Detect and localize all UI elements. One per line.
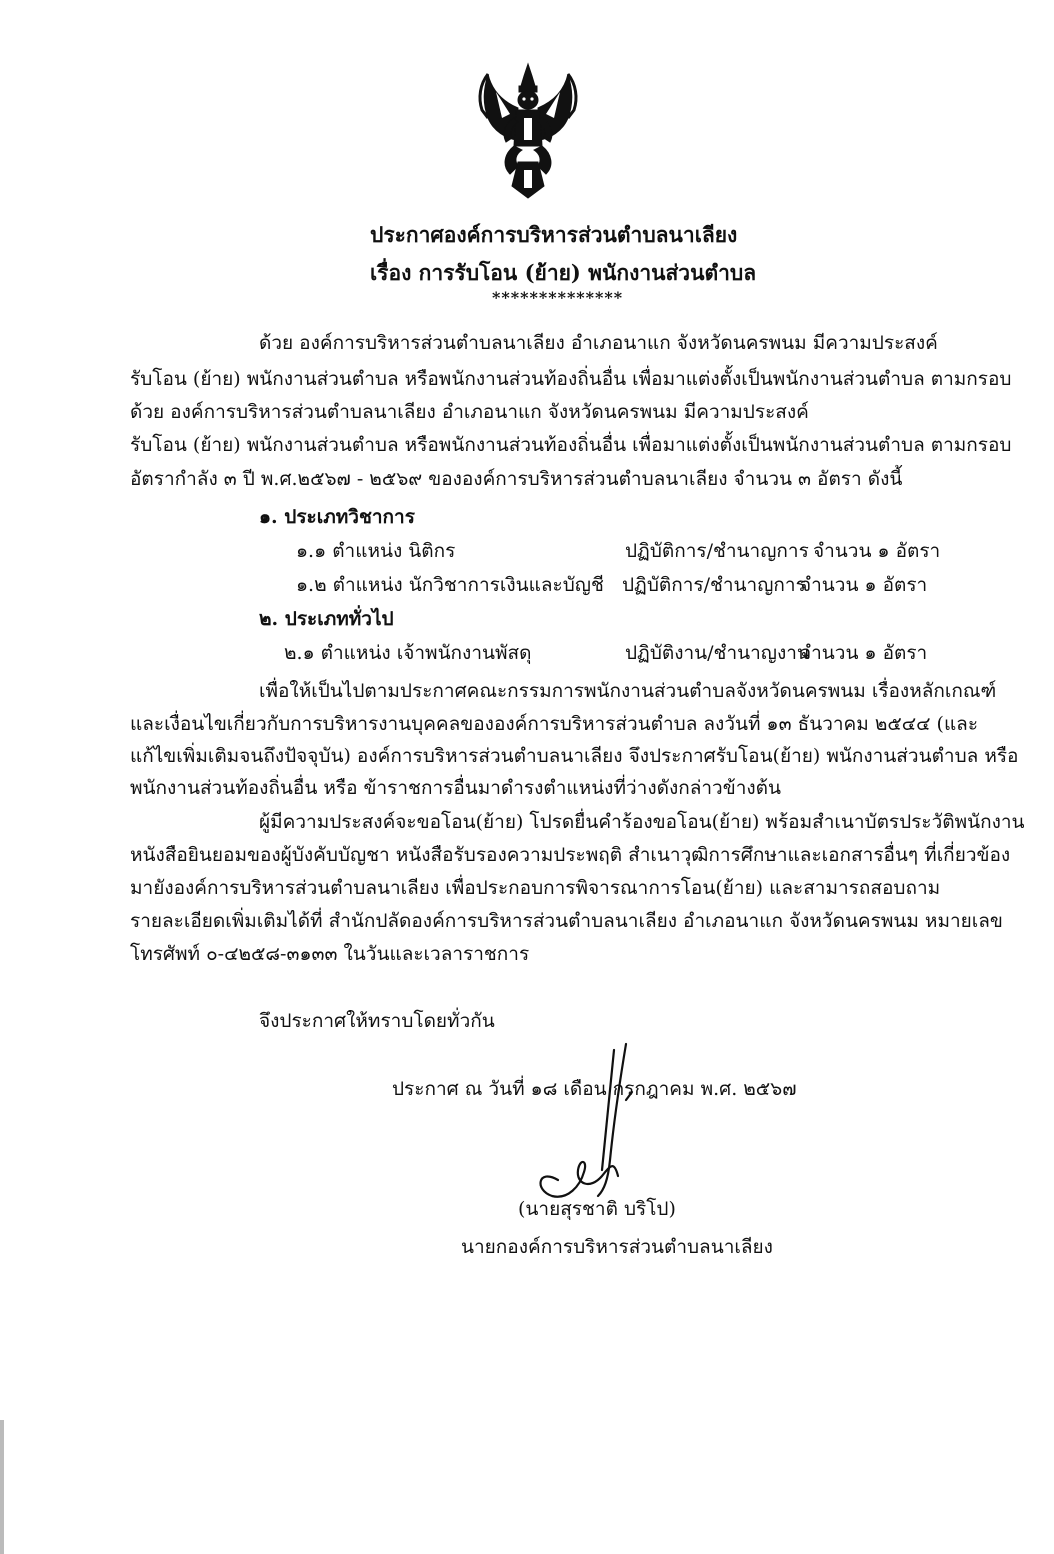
body-line: และเงื่อนไขเกี่ยวกับการบริหารงานบุคคลขององค์การบริหารส่วนตำบล ลงวันที่ ๑๓ ธันวาคม ๒๕๔๔ (และ xyxy=(130,713,979,735)
body-line: รายละเอียดเพิ่มเติมได้ที่ สำนักปลัดองค์การบริหารส่วนตำบลนาเลียง อำเภอนาแก จังหวัดนครพนม หมายเลข xyxy=(130,910,1003,932)
position-level: ปฏิบัติการ/ชำนาญการ xyxy=(622,574,806,596)
closing-line: จึงประกาศให้ทราบโดยทั่วกัน xyxy=(259,1010,495,1032)
body-line: รับโอน (ย้าย) พนักงานส่วนตำบล หรือพนักงานส่วนท้องถิ่นอื่น เพื่อมาแต่งตั้งเป็นพนักงานส่วนตำบล ตามกรอบ xyxy=(130,368,1012,390)
body-line: อัตรากำลัง ๓ ปี พ.ศ.๒๕๖๗ - ๒๕๖๙ ขององค์การบริหารส่วนตำบลนาเลียง จำนวน ๓ อัตรา ดังนี้ xyxy=(130,468,903,490)
garuda-emblem-icon xyxy=(474,62,582,202)
category-heading: ๒. ประเภททั่วไป xyxy=(259,608,394,630)
body-line: หนังสือยินยอมของผู้บังคับบัญชา หนังสือรับรองความประพฤติ สำเนาวุฒิการศึกษาและเอกสารอื่นๆ ที่เกี่ยวข้อง xyxy=(130,844,1011,866)
position-level: ปฏิบัติการ/ชำนาญการ xyxy=(625,540,809,562)
announcement-date: ประกาศ ณ วันที่ ๑๘ เดือน กรกฎาคม พ.ศ. ๒๕๖๗ xyxy=(392,1078,797,1100)
body-line: แก้ไขเพิ่มเติมจนถึงปัจจุบัน) องค์การบริหารส่วนตำบลนาเลียง จึงประกาศรับโอน(ย้าย) พนักงานส่วนตำบล หรือ xyxy=(130,745,1019,767)
body-line: โทรศัพท์ ๐-๔๒๕๘-๓๑๓๓ ในวันและเวลาราชการ xyxy=(130,943,530,965)
body-line: พนักงานส่วนท้องถิ่นอื่น หรือ ข้าราชการอื่นมาดำรงตำแหน่งที่ว่างดังกล่าวข้างต้น xyxy=(130,777,781,799)
body-line: มายังองค์การบริหารส่วนตำบลนาเลียง เพื่อประกอบการพิจารณาการโอน(ย้าย) และสามารถสอบถาม xyxy=(130,877,941,899)
body-line: ด้วย องค์การบริหารส่วนตำบลนาเลียง อำเภอนาแก จังหวัดนครพนม มีความประสงค์ xyxy=(130,401,809,423)
position-title: ๑.๒ ตำแหน่ง นักวิชาการเงินและบัญชี xyxy=(296,574,604,596)
page-subject: เรื่อง การรับโอน (ย้าย) พนักงานส่วนตำบล xyxy=(370,260,757,285)
signature-icon xyxy=(518,1040,648,1220)
position-title: ๑.๑ ตำแหน่ง นิติกร xyxy=(296,540,456,562)
signer-title: นายกองค์การบริหารส่วนตำบลนาเลียง xyxy=(461,1236,773,1258)
position-count: จำนวน ๑ อัตรา xyxy=(800,642,928,664)
position-level: ปฏิบัติงาน/ชำนาญงาน xyxy=(625,642,810,664)
body-line: ด้วย องค์การบริหารส่วนตำบลนาเลียง อำเภอนาแก จังหวัดนครพนม มีความประสงค์ xyxy=(259,332,938,354)
signer-name: (นายสุรชาติ บริโป) xyxy=(518,1198,676,1220)
body-line: รับโอน (ย้าย) พนักงานส่วนตำบล หรือพนักงานส่วนท้องถิ่นอื่น เพื่อมาแต่งตั้งเป็นพนักงานส่วนตำบล ตามกรอบ xyxy=(130,434,1012,456)
body-line: ผู้มีความประสงค์จะขอโอน(ย้าย) โปรดยื่นคำร้องขอโอน(ย้าย) พร้อมสำเนาบัตรประวัติพนักงาน xyxy=(259,811,1025,833)
position-count: จำนวน ๑ อัตรา xyxy=(813,540,941,562)
body-line: เพื่อให้เป็นไปตามประกาศคณะกรรมการพนักงานส่วนตำบลจังหวัดนครพนม เรื่องหลักเกณฑ์ xyxy=(259,680,997,702)
title-separator: ************** xyxy=(492,288,624,307)
position-title: ๒.๑ ตำแหน่ง เจ้าพนักงานพัสดุ xyxy=(284,642,532,664)
position-count: จำนวน ๑ อัตรา xyxy=(800,574,928,596)
page-title: ประกาศองค์การบริหารส่วนตำบลนาเลียง xyxy=(370,222,738,247)
scan-edge xyxy=(0,1420,4,1554)
category-heading: ๑. ประเภทวิชาการ xyxy=(259,506,415,528)
